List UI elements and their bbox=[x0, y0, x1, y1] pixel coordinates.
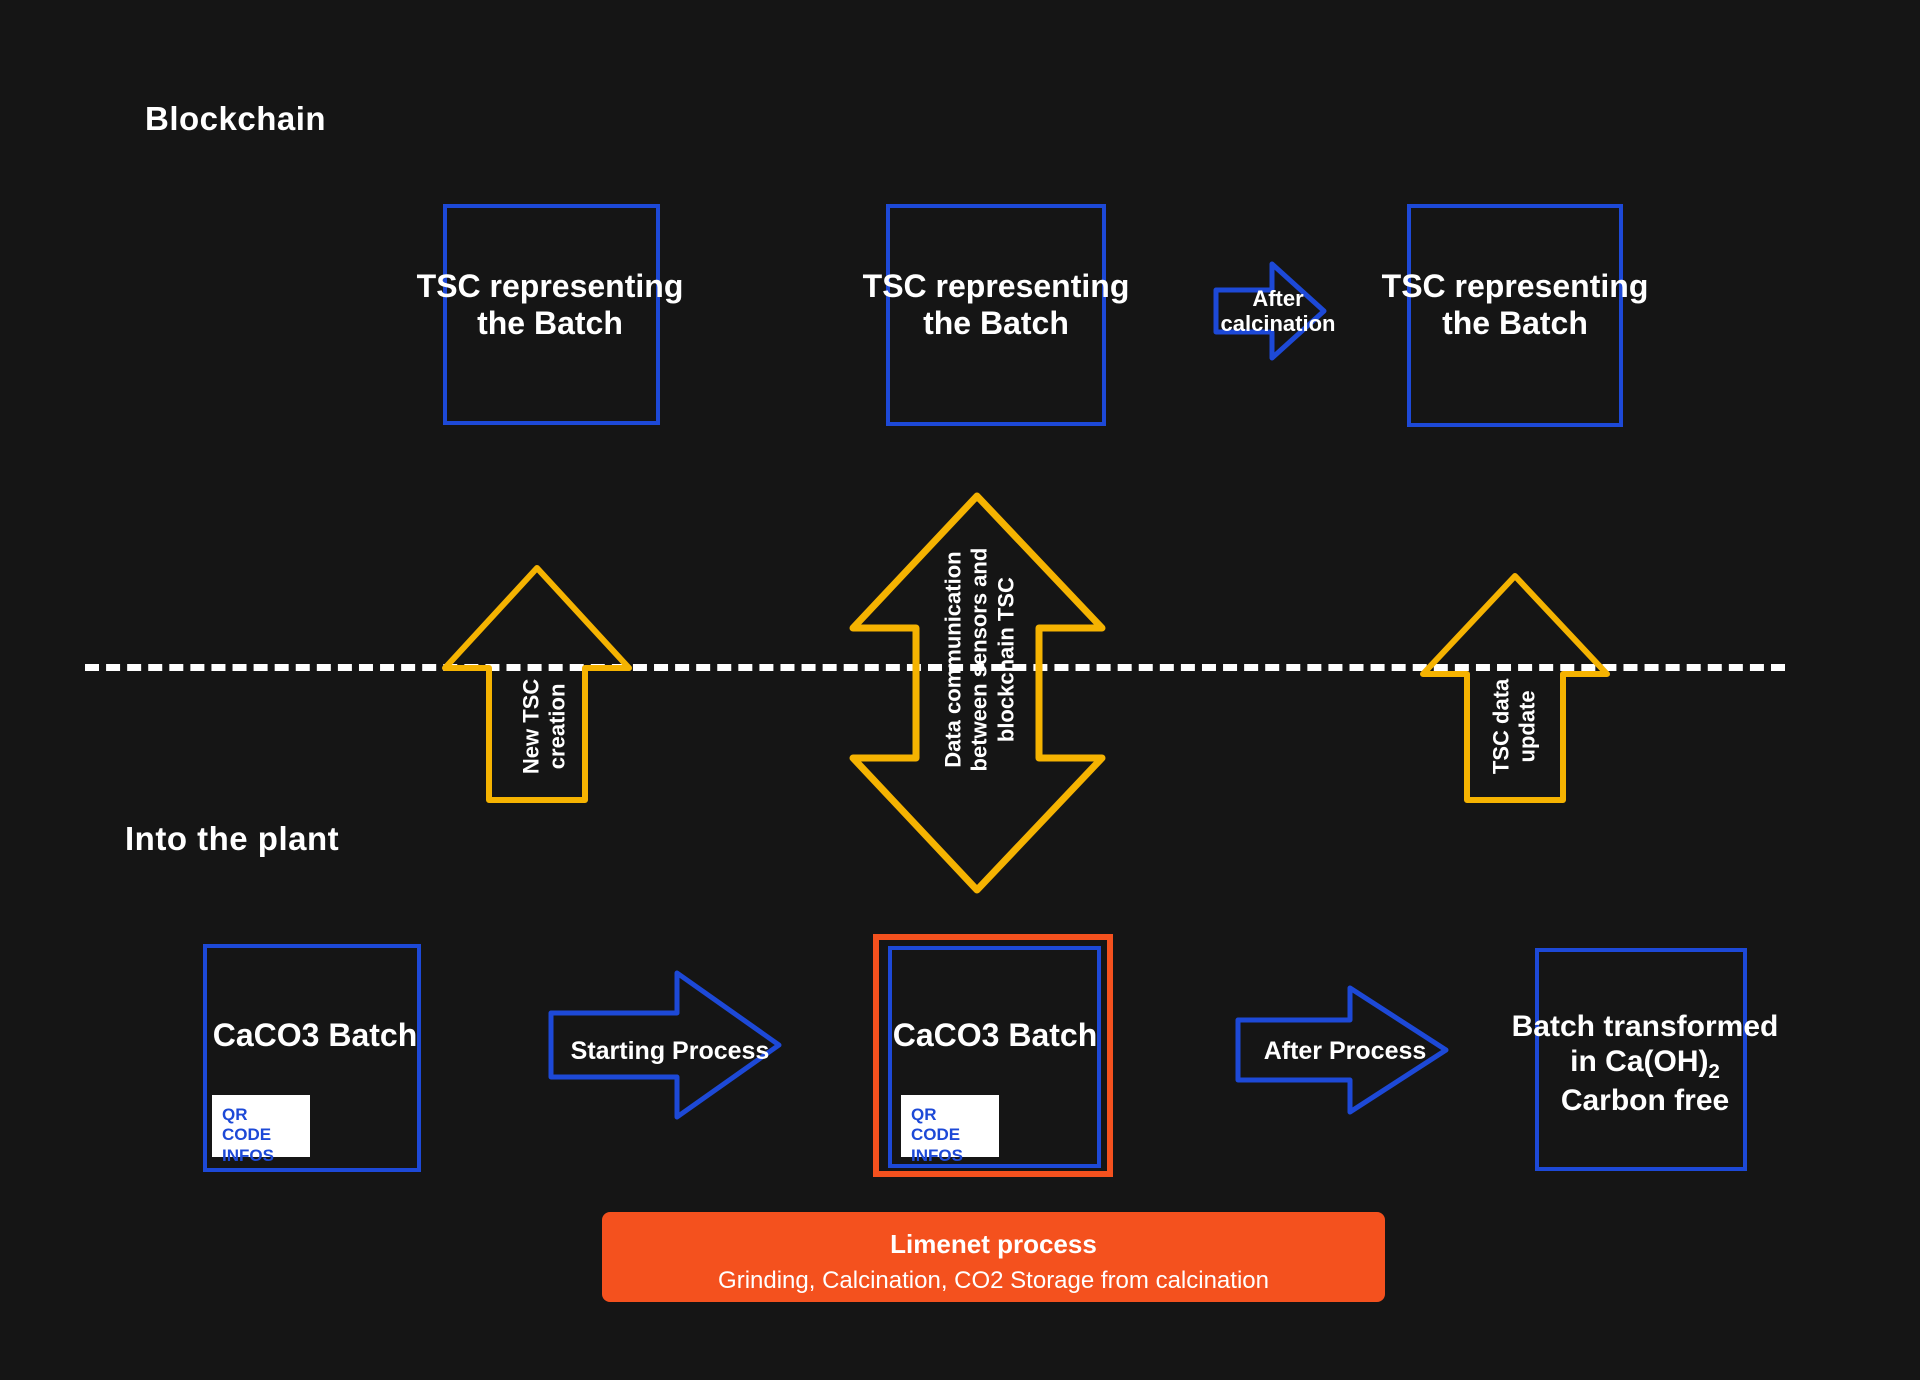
after-calcination-line2: calcination bbox=[1220, 311, 1336, 337]
tsc-box-3-label-line1: TSC representing bbox=[1381, 268, 1649, 304]
tsc-box-2-label-line1: TSC representing bbox=[862, 268, 1130, 304]
tsc-update-line2: update bbox=[1515, 690, 1540, 763]
limenet-process-title: Limenet process bbox=[890, 1229, 1097, 1259]
plant-section-title: Into the plant bbox=[125, 820, 340, 857]
tsc-update-line1: TSC data bbox=[1488, 678, 1514, 775]
blockchain-section-title: Blockchain bbox=[145, 100, 327, 137]
transformed-batch-line2-sub: 2 bbox=[1708, 1060, 1720, 1083]
tsc-box-3-label-line2: the Batch bbox=[1442, 304, 1588, 341]
new-tsc-line2: creation bbox=[545, 683, 570, 770]
data-comm-line1: Data communication bbox=[940, 551, 966, 768]
qr-code-infos-2[interactable] bbox=[901, 1095, 999, 1165]
tsc-box-1-label-line1: TSC representing bbox=[416, 268, 684, 304]
new-tsc-line1: New TSC bbox=[518, 678, 544, 775]
data-comm-line2: between sensors and bbox=[966, 547, 992, 772]
transformed-batch-line2 bbox=[1450, 1045, 1840, 1084]
data-comm-line3: blockchain TSC bbox=[993, 577, 1019, 743]
limenet-process-subtitle: Grinding, Calcination, CO2 Storage from calcination bbox=[718, 1266, 1269, 1294]
transformed-batch-line1: Batch transformed bbox=[1511, 1010, 1779, 1043]
tsc-box-1-label-line2: the Batch bbox=[477, 304, 623, 341]
limenet-process-banner bbox=[602, 1212, 1385, 1302]
qr-code-infos-1-line1: QR CODE bbox=[222, 1105, 272, 1145]
transformed-batch-line3: Carbon free bbox=[1560, 1083, 1730, 1117]
qr-code-infos-1-line2: INFOS bbox=[222, 1145, 274, 1165]
transformed-batch-line2-prefix: in Ca(OH) bbox=[1570, 1044, 1709, 1078]
after-calcination-line1: After bbox=[1252, 286, 1304, 311]
caco3-batch-box-1-label: CaCO3 Batch bbox=[212, 1017, 418, 1053]
tsc-box-2-label bbox=[776, 268, 1216, 342]
caco3-batch-box-2-label: CaCO3 Batch bbox=[892, 1017, 1098, 1053]
transformed-batch-label bbox=[1450, 1010, 1840, 1118]
qr-code-infos-2-line2: INFOS bbox=[911, 1145, 963, 1165]
after-process-arrow-label: After Process bbox=[1263, 1037, 1427, 1065]
starting-process-arrow-label: Starting Process bbox=[570, 1037, 770, 1065]
tsc-box-2-label-line2: the Batch bbox=[923, 304, 1069, 341]
qr-code-infos-1[interactable] bbox=[212, 1095, 310, 1165]
after-calcination-arrow-label bbox=[1183, 286, 1373, 337]
tsc-box-1-label bbox=[330, 268, 770, 342]
qr-code-infos-2-line1: QR CODE bbox=[911, 1105, 961, 1145]
